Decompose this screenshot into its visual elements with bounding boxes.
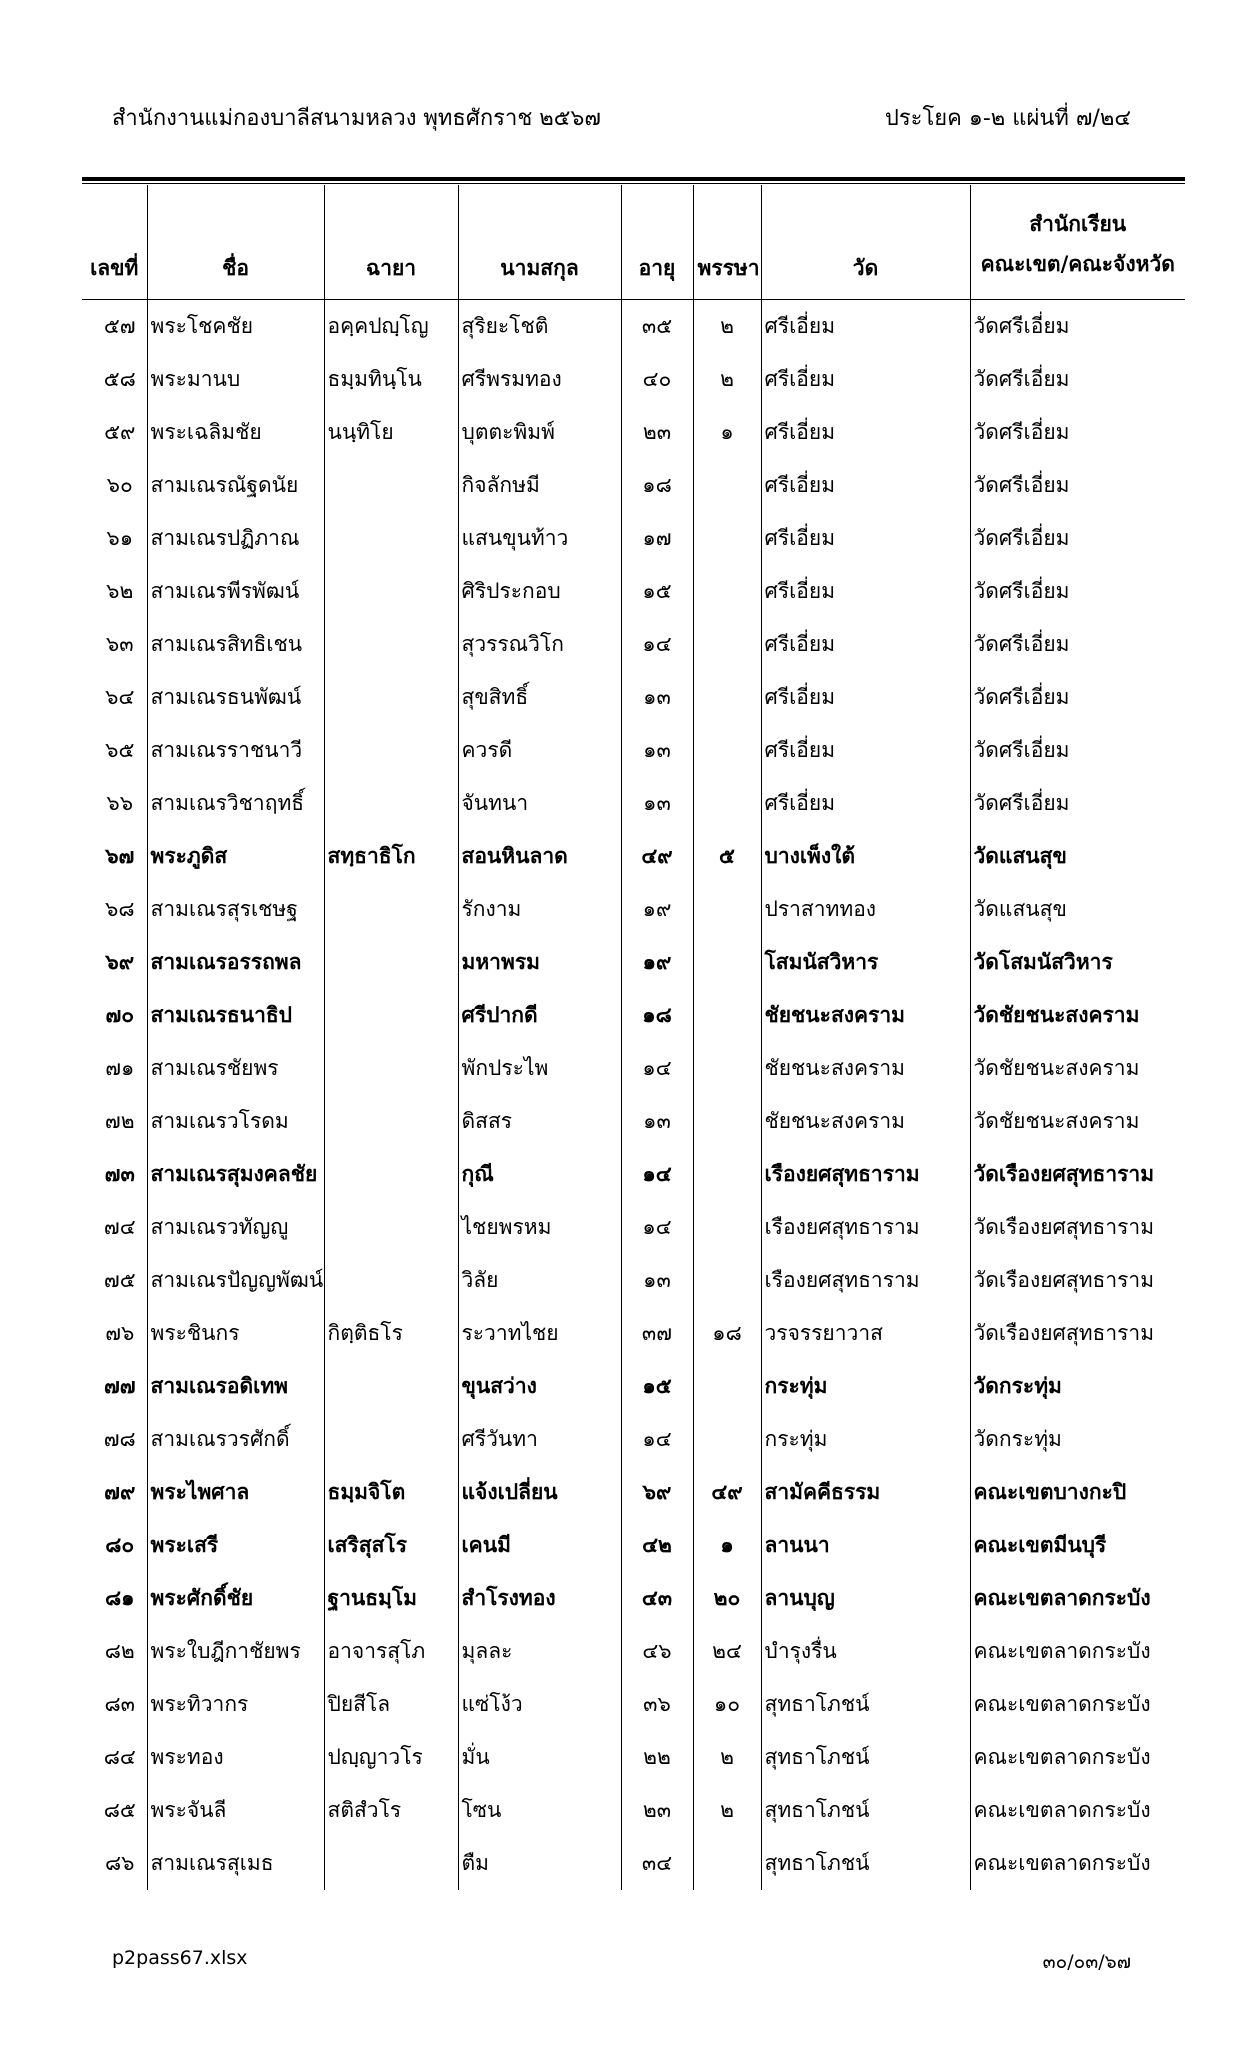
table-row: [82, 1678, 1185, 1731]
cell-pansa: ๒: [693, 1784, 761, 1837]
cell-pansa: [693, 724, 761, 777]
cell-surname: แซ่โง้ว: [458, 1678, 621, 1731]
cell-age: ๔๙: [621, 830, 693, 883]
cell-surname: ตืม: [458, 1837, 621, 1890]
cell-name: พระเฉลิมชัย: [147, 406, 324, 459]
cell-school: วัดเรืองยศสุทธาราม: [970, 1254, 1185, 1307]
cell-age: ๑๙: [621, 936, 693, 989]
cell-school: วัดโสมนัสวิหาร: [970, 936, 1185, 989]
cell-wat: ชัยชนะสงคราม: [761, 1095, 970, 1148]
table-row: [82, 459, 1185, 512]
cell-no: ๘๖: [104, 1851, 135, 1875]
cell-wat: ลานนา: [761, 1519, 970, 1572]
cell-wat: โสมนัสวิหาร: [761, 936, 970, 989]
cell-surname: สุริยะโชติ: [458, 300, 621, 354]
cell-name: พระชินกร: [147, 1307, 324, 1360]
table-row: [82, 989, 1185, 1042]
cell-wat: สามัคคีธรรม: [761, 1466, 970, 1519]
cell-school: คณะเขตลาดกระบัง: [970, 1784, 1185, 1837]
cell-chaya: [324, 989, 458, 1042]
cell-school: คณะเขตมีนบุรี: [970, 1519, 1185, 1572]
cell-surname: รักงาม: [458, 883, 621, 936]
cell-surname: กุณี: [458, 1148, 621, 1201]
cell-wat: ศรีเอี่ยม: [761, 353, 970, 406]
cell-chaya: [324, 724, 458, 777]
cell-chaya: [324, 1095, 458, 1148]
cell-wat: บำรุงรื่น: [761, 1625, 970, 1678]
cell-age: ๑๔: [621, 1201, 693, 1254]
cell-name: สามเณรวรศักดิ์: [147, 1413, 324, 1466]
cell-surname: ศิริประกอบ: [458, 565, 621, 618]
cell-no: ๘๒: [104, 1639, 135, 1663]
table-header-row: [82, 185, 1185, 300]
table-row: [82, 1095, 1185, 1148]
cell-surname: มหาพรม: [458, 936, 621, 989]
cell-no: ๗๐: [105, 1003, 135, 1027]
cell-wat: ศรีเอี่ยม: [761, 459, 970, 512]
cell-school: คณะเขตลาดกระบัง: [970, 1625, 1185, 1678]
cell-pansa: ๑: [693, 1519, 761, 1572]
cell-name: สามเณรพีรพัฒน์: [147, 565, 324, 618]
cell-age: ๒๒: [621, 1731, 693, 1784]
cell-no: ๗๗: [103, 1374, 136, 1398]
table-row: [82, 1466, 1185, 1519]
cell-name: สามเณรธนพัฒน์: [147, 671, 324, 724]
cell-no: ๘๓: [104, 1692, 136, 1716]
cell-school: วัดศรีเอี่ยม: [970, 459, 1185, 512]
col-header-age: อายุ: [621, 185, 693, 300]
cell-name: สามเณรธนาธิป: [147, 989, 324, 1042]
cell-school: วัดชัยชนะสงคราม: [970, 1095, 1185, 1148]
cell-wat: ศรีเอี่ยม: [761, 724, 970, 777]
table-row: [82, 512, 1185, 565]
cell-chaya: สทฺธาธิโก: [324, 830, 458, 883]
cell-wat: ศรีเอี่ยม: [761, 671, 970, 724]
cell-pansa: [693, 1201, 761, 1254]
cell-school: คณะเขตลาดกระบัง: [970, 1731, 1185, 1784]
cell-wat: สุทธาโภชน์: [761, 1731, 970, 1784]
cell-pansa: ๒๐: [693, 1572, 761, 1625]
table-row: [82, 830, 1185, 883]
table-row: [82, 1201, 1185, 1254]
table-body: [82, 300, 1185, 1891]
cell-age: ๓๖: [621, 1678, 693, 1731]
cell-pansa: [693, 777, 761, 830]
cell-wat: ชัยชนะสงคราม: [761, 989, 970, 1042]
cell-age: ๑๔: [621, 1042, 693, 1095]
cell-chaya: ปิยสีโล: [324, 1678, 458, 1731]
cell-wat: สุทธาโภชน์: [761, 1837, 970, 1890]
cell-school: วัดเรืองยศสุทธาราม: [970, 1307, 1185, 1360]
table-row: [82, 406, 1185, 459]
cell-age: ๓๕: [621, 300, 693, 354]
cell-no: ๘๕: [103, 1798, 136, 1822]
cell-pansa: ๒: [693, 1731, 761, 1784]
cell-name: สามเณรสุเมธ: [147, 1837, 324, 1890]
cell-school: คณะเขตลาดกระบัง: [970, 1837, 1185, 1890]
cell-surname: กิจลักษมี: [458, 459, 621, 512]
table-row: [82, 724, 1185, 777]
cell-chaya: ฐานธมฺโม: [324, 1572, 458, 1625]
cell-name: สามเณรปฏิภาณ: [147, 512, 324, 565]
cell-school: วัดเรืองยศสุทธาราม: [970, 1201, 1185, 1254]
cell-pansa: [693, 565, 761, 618]
cell-wat: กระทุ่ม: [761, 1360, 970, 1413]
cell-name: สามเณรอรรถพล: [147, 936, 324, 989]
cell-chaya: นนฺทิโย: [324, 406, 458, 459]
cell-chaya: เสริสุสโร: [324, 1519, 458, 1572]
cell-pansa: [693, 1148, 761, 1201]
cell-school: วัดเรืองยศสุทธาราม: [970, 1148, 1185, 1201]
cell-pansa: ๒: [693, 300, 761, 354]
cell-age: ๑๓: [621, 1095, 693, 1148]
cell-chaya: [324, 1254, 458, 1307]
cell-chaya: อคฺคปญฺโญ: [324, 300, 458, 354]
cell-age: ๑๗: [621, 512, 693, 565]
cell-wat: ปราสาททอง: [761, 883, 970, 936]
cell-wat: ศรีเอี่ยม: [761, 512, 970, 565]
cell-school: วัดศรีเอี่ยม: [970, 353, 1185, 406]
cell-name: สามเณรณัฐดนัย: [147, 459, 324, 512]
cell-surname: มุลละ: [458, 1625, 621, 1678]
cell-wat: ศรีเอี่ยม: [761, 777, 970, 830]
col-header-school: [970, 185, 1185, 300]
footer-filename: p2pass67.xlsx: [112, 1947, 248, 1969]
cell-chaya: [324, 459, 458, 512]
table-row: [82, 1042, 1185, 1095]
cell-wat: กระทุ่ม: [761, 1413, 970, 1466]
cell-name: พระทิวากร: [147, 1678, 324, 1731]
cell-no: ๘๑: [104, 1586, 135, 1610]
cell-no: ๗๖: [105, 1321, 135, 1345]
cell-age: ๑๓: [621, 1254, 693, 1307]
cell-age: ๔๐: [621, 353, 693, 406]
cell-pansa: [693, 512, 761, 565]
table-row: [82, 1731, 1185, 1784]
cell-pansa: ๒: [693, 353, 761, 406]
cell-surname: มั่น: [458, 1731, 621, 1784]
cell-no: ๖๕: [105, 738, 135, 762]
cell-no: ๖๑: [106, 526, 134, 550]
cell-wat: ศรีเอี่ยม: [761, 406, 970, 459]
cell-pansa: [693, 883, 761, 936]
cell-school: คณะเขตบางกะปิ: [970, 1466, 1185, 1519]
cell-age: ๑๘: [621, 989, 693, 1042]
cell-wat: ศรีเอี่ยม: [761, 300, 970, 354]
cell-school: วัดศรีเอี่ยม: [970, 671, 1185, 724]
cell-school: วัดศรีเอี่ยม: [970, 406, 1185, 459]
cell-surname: วิลัย: [458, 1254, 621, 1307]
cell-surname: สำโรงทอง: [458, 1572, 621, 1625]
cell-school: คณะเขตลาดกระบัง: [970, 1572, 1185, 1625]
cell-name: สามเณรวทัญญู: [147, 1201, 324, 1254]
cell-no: ๖๘: [104, 897, 135, 921]
cell-wat: ลานบุญ: [761, 1572, 970, 1625]
col-header-surname: นามสกุล: [458, 185, 621, 300]
cell-no: ๗๒: [104, 1109, 135, 1133]
col-header-school-top: สำนักเรียน: [1029, 212, 1127, 237]
cell-wat: ศรีเอี่ยม: [761, 565, 970, 618]
cell-age: ๑๙: [621, 883, 693, 936]
cell-age: ๑๓: [621, 777, 693, 830]
cell-chaya: [324, 1360, 458, 1413]
table-row: [82, 353, 1185, 406]
cell-no: ๖๔: [105, 685, 135, 709]
table-row: [82, 1413, 1185, 1466]
cell-chaya: [324, 1837, 458, 1890]
cell-pansa: [693, 671, 761, 724]
cell-name: พระไพศาล: [147, 1466, 324, 1519]
table-row: [82, 1837, 1185, 1890]
cell-no: ๘๐: [105, 1533, 135, 1557]
cell-surname: ดิสสร: [458, 1095, 621, 1148]
table-row: [82, 883, 1185, 936]
table-row: [82, 671, 1185, 724]
cell-surname: จันทนา: [458, 777, 621, 830]
cell-wat: บางเพ็งใต้: [761, 830, 970, 883]
header-rule-thin: [82, 183, 1185, 184]
cell-surname: แจ้งเปลี่ยน: [458, 1466, 621, 1519]
cell-name: สามเณรสุมงคลชัย: [147, 1148, 324, 1201]
cell-surname: ไชยพรหม: [458, 1201, 621, 1254]
cell-age: ๑๕: [621, 1360, 693, 1413]
col-header-name: ชื่อ: [147, 185, 324, 300]
col-header-pansa: พรรษา: [693, 185, 761, 300]
cell-chaya: [324, 883, 458, 936]
cell-name: สามเณรสุรเชษฐ: [147, 883, 324, 936]
cell-surname: ระวาทไชย: [458, 1307, 621, 1360]
cell-age: ๑๕: [621, 565, 693, 618]
cell-chaya: [324, 777, 458, 830]
cell-name: พระเสรี: [147, 1519, 324, 1572]
cell-age: ๔๖: [621, 1625, 693, 1678]
cell-wat: สุทธาโภชน์: [761, 1678, 970, 1731]
cell-age: ๒๓: [621, 1784, 693, 1837]
cell-surname: สุวรรณวิโก: [458, 618, 621, 671]
cell-no: ๗๑: [105, 1056, 135, 1080]
cell-no: ๕๘: [103, 367, 136, 391]
cell-chaya: [324, 1148, 458, 1201]
cell-no: ๖๗: [105, 844, 135, 868]
table-row: [82, 1784, 1185, 1837]
cell-age: ๑๘: [621, 459, 693, 512]
cell-surname: สอนหินลาด: [458, 830, 621, 883]
cell-name: พระภูดิส: [147, 830, 324, 883]
cell-age: ๑๓: [621, 724, 693, 777]
cell-wat: ชัยชนะสงคราม: [761, 1042, 970, 1095]
table-row: [82, 1148, 1185, 1201]
cell-no: ๕๗: [103, 314, 136, 338]
cell-school: วัดศรีเอี่ยม: [970, 724, 1185, 777]
cell-chaya: [324, 671, 458, 724]
cell-age: ๑๔: [621, 618, 693, 671]
table-row: [82, 1519, 1185, 1572]
cell-no: ๖๒: [106, 579, 134, 603]
cell-school: วัดแสนสุข: [970, 883, 1185, 936]
table-row: [82, 1360, 1185, 1413]
table-row: [82, 618, 1185, 671]
cell-pansa: [693, 1413, 761, 1466]
cell-age: ๑๔: [621, 1148, 693, 1201]
cell-name: สามเณรอดิเทพ: [147, 1360, 324, 1413]
table-row: [82, 300, 1185, 354]
cell-pansa: ๔๙: [693, 1466, 761, 1519]
cell-name: สามเณรสิทธิเชน: [147, 618, 324, 671]
cell-wat: เรืองยศสุทธาราม: [761, 1254, 970, 1307]
cell-surname: ขุนสว่าง: [458, 1360, 621, 1413]
cell-pansa: [693, 1360, 761, 1413]
footer-date: ๓๐/๐๓/๖๗: [1042, 1951, 1131, 1973]
cell-name: พระทอง: [147, 1731, 324, 1784]
cell-surname: ศรีปากดี: [458, 989, 621, 1042]
cell-pansa: ๑: [693, 406, 761, 459]
cell-school: คณะเขตลาดกระบัง: [970, 1678, 1185, 1731]
cell-chaya: [324, 1201, 458, 1254]
cell-pansa: ๕: [693, 830, 761, 883]
cell-wat: เรืองยศสุทธาราม: [761, 1201, 970, 1254]
table-row: [82, 1572, 1185, 1625]
cell-chaya: กิตฺติธโร: [324, 1307, 458, 1360]
cell-surname: แสนขุนท้าว: [458, 512, 621, 565]
cell-age: ๖๙: [621, 1466, 693, 1519]
col-header-chaya: ฉายา: [324, 185, 458, 300]
cell-name: สามเณรปัญญพัฒน์: [147, 1254, 324, 1307]
cell-no: ๖๓: [105, 632, 134, 656]
cell-age: ๓๗: [621, 1307, 693, 1360]
page-header-title: สำนักงานแม่กองบาลีสนามหลวง พุทธศักราช ๒๕๖๗: [112, 106, 601, 131]
cell-name: สามเณรชัยพร: [147, 1042, 324, 1095]
cell-school: วัดกระทุ่ม: [970, 1413, 1185, 1466]
cell-no: ๘๔: [103, 1745, 136, 1769]
table-row: [82, 936, 1185, 989]
cell-age: ๓๔: [621, 1837, 693, 1890]
table-row: [82, 1254, 1185, 1307]
col-header-no: เลขที่: [82, 185, 147, 300]
cell-wat: เรืองยศสุทธาราม: [761, 1148, 970, 1201]
cell-pansa: [693, 1837, 761, 1890]
table-row: [82, 777, 1185, 830]
cell-no: ๖๙: [105, 950, 135, 974]
results-table: [82, 185, 1185, 1890]
cell-no: ๗๙: [104, 1480, 136, 1504]
cell-wat: ศรีเอี่ยม: [761, 618, 970, 671]
cell-name: พระศักดิ์ชัย: [147, 1572, 324, 1625]
cell-school: วัดแสนสุข: [970, 830, 1185, 883]
cell-name: สามเณรราชนาวี: [147, 724, 324, 777]
cell-chaya: อาจารสุโภ: [324, 1625, 458, 1678]
cell-no: ๖๖: [106, 791, 134, 815]
cell-surname: โซน: [458, 1784, 621, 1837]
cell-pansa: [693, 989, 761, 1042]
cell-pansa: [693, 1095, 761, 1148]
cell-school: วัดชัยชนะสงคราม: [970, 1042, 1185, 1095]
cell-age: ๑๔: [621, 1413, 693, 1466]
cell-chaya: [324, 1413, 458, 1466]
cell-school: วัดศรีเอี่ยม: [970, 777, 1185, 830]
cell-age: ๒๓: [621, 406, 693, 459]
cell-no: ๗๘: [103, 1427, 136, 1451]
cell-surname: พักประไพ: [458, 1042, 621, 1095]
cell-name: พระมานบ: [147, 353, 324, 406]
cell-school: วัดชัยชนะสงคราม: [970, 989, 1185, 1042]
cell-wat: สุทธาโภชน์: [761, 1784, 970, 1837]
cell-name: พระจันลี: [147, 1784, 324, 1837]
cell-chaya: ปญฺญาวโร: [324, 1731, 458, 1784]
cell-age: ๔๓: [621, 1572, 693, 1625]
cell-chaya: ธมฺมจิโต: [324, 1466, 458, 1519]
cell-name: สามเณรวโรดม: [147, 1095, 324, 1148]
col-header-school-bottom: คณะเขต/คณะจังหวัด: [980, 252, 1175, 277]
cell-name: สามเณรวิชาฤทธิ์: [147, 777, 324, 830]
cell-chaya: [324, 1042, 458, 1095]
cell-school: วัดศรีเอี่ยม: [970, 565, 1185, 618]
cell-chaya: [324, 936, 458, 989]
cell-school: วัดศรีเอี่ยม: [970, 512, 1185, 565]
cell-age: ๔๒: [621, 1519, 693, 1572]
cell-no: ๗๓: [104, 1162, 135, 1186]
header-rule: [82, 177, 1185, 181]
cell-age: ๑๓: [621, 671, 693, 724]
cell-no: ๗๕: [103, 1268, 136, 1292]
cell-chaya: [324, 512, 458, 565]
cell-chaya: ธมฺมทินฺโน: [324, 353, 458, 406]
page-header-sheet-number: ประโยค ๑-๒ แผ่นที่ ๗/๒๔: [884, 106, 1131, 131]
cell-school: วัดศรีเอี่ยม: [970, 300, 1185, 354]
cell-chaya: [324, 565, 458, 618]
cell-name: พระใบฎีกาชัยพร: [147, 1625, 324, 1678]
cell-no: ๗๔: [103, 1215, 136, 1239]
cell-school: วัดศรีเอี่ยม: [970, 618, 1185, 671]
cell-surname: ศรีวันทา: [458, 1413, 621, 1466]
cell-pansa: [693, 1254, 761, 1307]
table-row: [82, 1625, 1185, 1678]
cell-pansa: [693, 618, 761, 671]
table-row: [82, 565, 1185, 618]
table-row: [82, 1307, 1185, 1360]
cell-pansa: [693, 459, 761, 512]
cell-pansa: ๑๘: [693, 1307, 761, 1360]
cell-school: วัดกระทุ่ม: [970, 1360, 1185, 1413]
cell-surname: ศรีพรมทอง: [458, 353, 621, 406]
cell-surname: สุขสิทธิ์: [458, 671, 621, 724]
cell-chaya: สติสํวโร: [324, 1784, 458, 1837]
cell-surname: บุตตะพิมพ์: [458, 406, 621, 459]
cell-pansa: [693, 936, 761, 989]
cell-wat: วรจรรยาวาส: [761, 1307, 970, 1360]
cell-pansa: ๑๐: [693, 1678, 761, 1731]
cell-no: ๖๐: [106, 473, 133, 497]
cell-chaya: [324, 618, 458, 671]
cell-no: ๕๙: [104, 420, 136, 444]
cell-pansa: ๒๔: [693, 1625, 761, 1678]
cell-pansa: [693, 1042, 761, 1095]
col-header-wat: วัด: [761, 185, 970, 300]
cell-name: พระโชคชัย: [147, 300, 324, 354]
cell-surname: ควรดี: [458, 724, 621, 777]
cell-surname: เคนมี: [458, 1519, 621, 1572]
